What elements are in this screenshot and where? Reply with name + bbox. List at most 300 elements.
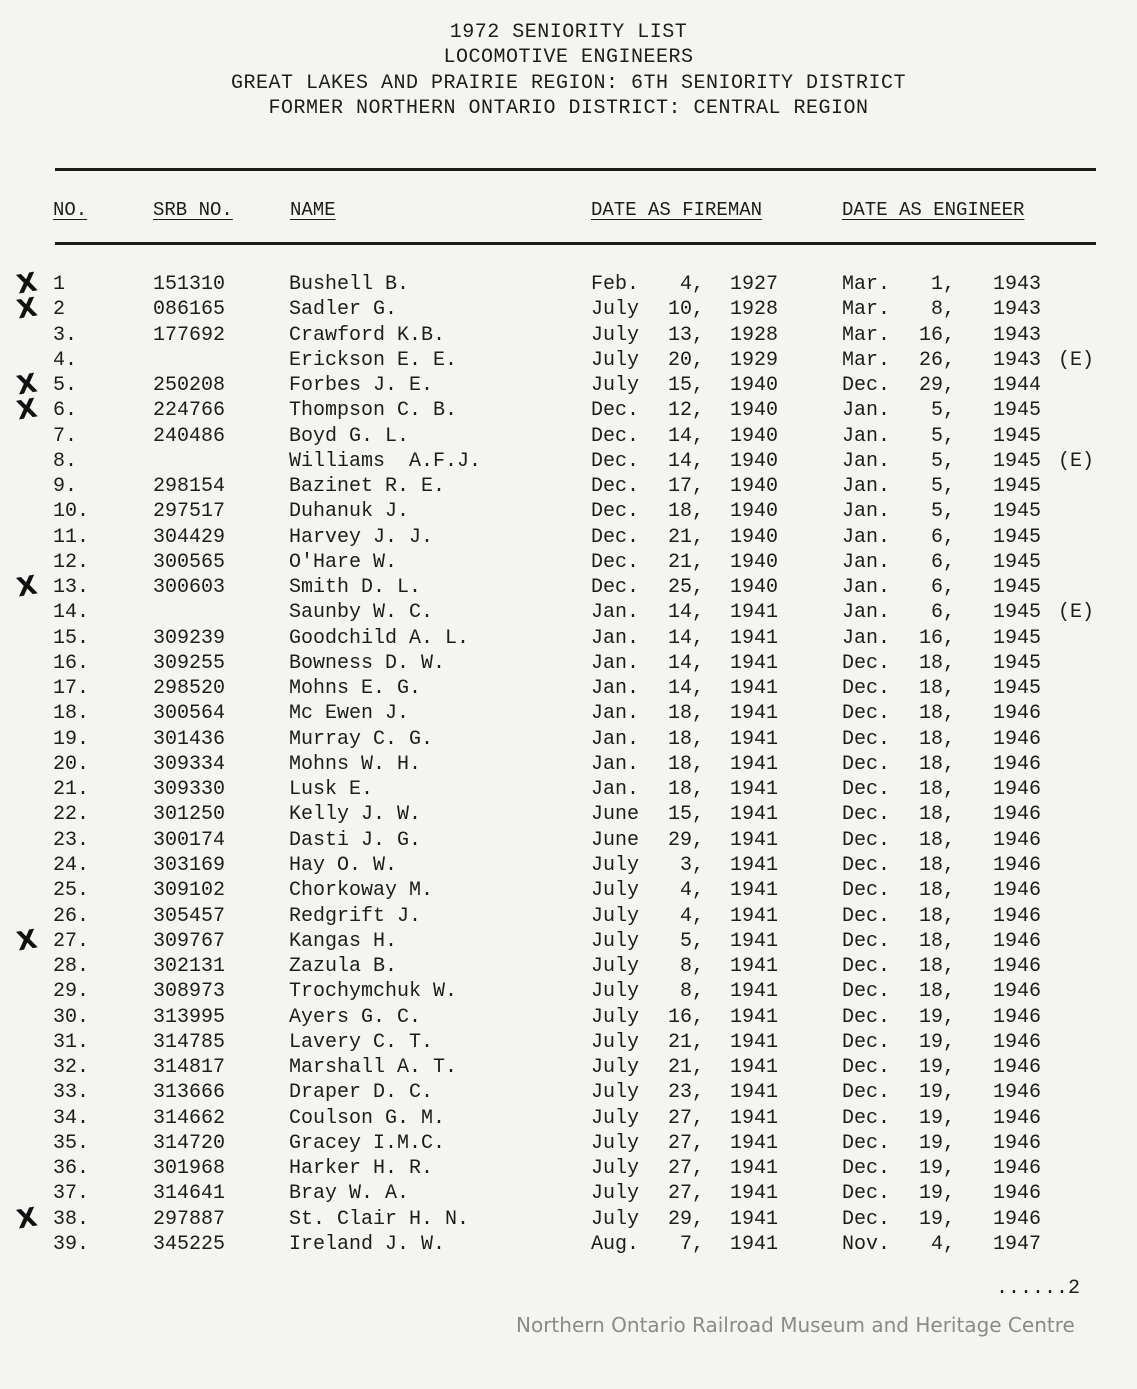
engineer-year: 1945 xyxy=(993,576,1042,600)
fireman-month: Jan. xyxy=(591,702,640,726)
fireman-year: 1941 xyxy=(730,980,779,1004)
fireman-year: 1941 xyxy=(730,601,779,625)
employee-name: Gracey I.M.C. xyxy=(289,1131,446,1155)
srb-number: 250208 xyxy=(153,374,226,398)
fireman-year: 1941 xyxy=(730,803,779,827)
fireman-day: 29, xyxy=(668,828,705,852)
fireman-month: July xyxy=(591,879,640,903)
row-number: 7. xyxy=(53,424,78,448)
row-number: 9. xyxy=(53,475,78,499)
engineer-day: 6, xyxy=(930,601,955,625)
page-continuation: ......2 xyxy=(996,1277,1081,1300)
engineer-month: Dec. xyxy=(842,853,891,877)
fireman-month: July xyxy=(591,1131,640,1155)
engineer-month: Dec. xyxy=(842,879,891,903)
engineer-year: 1946 xyxy=(993,1030,1042,1054)
engineer-day: 6, xyxy=(930,576,955,600)
srb-number: 301250 xyxy=(153,803,226,827)
handwritten-x-mark: X xyxy=(14,267,40,301)
fireman-month: Dec. xyxy=(591,550,640,574)
fireman-day: 18, xyxy=(668,778,705,802)
employee-name: Forbes J. E. xyxy=(289,374,434,398)
engineer-month: Dec. xyxy=(842,651,891,675)
fireman-year: 1941 xyxy=(730,1232,779,1256)
row-number: 1 xyxy=(53,273,66,296)
fireman-day: 27, xyxy=(668,1157,705,1181)
employee-name: Coulson G. M. xyxy=(289,1106,446,1130)
fireman-month: Dec. xyxy=(591,475,640,499)
employee-name: Mohns E. G. xyxy=(289,677,422,701)
fireman-day: 17, xyxy=(668,475,705,499)
employee-name: Smith D. L. xyxy=(289,576,422,600)
fireman-year: 1929 xyxy=(730,348,779,372)
fireman-day: 18, xyxy=(668,752,705,776)
title-line-2: LOCOMOTIVE ENGINEERS xyxy=(443,46,694,69)
fireman-month: July xyxy=(591,1157,640,1181)
employee-name: Erickson E. E. xyxy=(289,348,458,372)
srb-number: 301968 xyxy=(153,1157,226,1181)
engineer-year: 1946 xyxy=(993,955,1042,979)
employee-name: Duhanuk J. xyxy=(289,500,410,524)
srb-number: 300174 xyxy=(153,828,226,852)
fireman-day: 13, xyxy=(668,323,705,347)
engineer-year: 1945 xyxy=(993,424,1042,448)
srb-number: 309239 xyxy=(153,626,226,650)
employee-name: Draper D. C. xyxy=(289,1081,434,1105)
fireman-month: Jan. xyxy=(591,778,640,802)
table-row xyxy=(0,727,1137,752)
engineer-month: Jan. xyxy=(842,601,891,625)
engineer-year: 1946 xyxy=(993,1157,1042,1181)
table-row xyxy=(0,1106,1137,1131)
fireman-day: 15, xyxy=(668,374,705,398)
srb-number: 314817 xyxy=(153,1056,226,1080)
engineer-day: 19, xyxy=(918,1182,955,1206)
table-row xyxy=(0,1080,1137,1105)
fireman-month: Dec. xyxy=(591,500,640,524)
srb-number: 177692 xyxy=(153,323,226,347)
srb-number: 314785 xyxy=(153,1030,226,1054)
fireman-month: Feb. xyxy=(591,273,640,296)
handwritten-x-mark: X xyxy=(14,1202,40,1236)
srb-number: 303169 xyxy=(153,853,226,877)
row-number: 38. xyxy=(53,1207,90,1231)
engineer-day: 18, xyxy=(918,904,955,928)
engineer-year: 1946 xyxy=(993,803,1042,827)
row-number: 35. xyxy=(53,1131,90,1155)
fireman-year: 1941 xyxy=(730,1182,779,1206)
fireman-month: Aug. xyxy=(591,1232,640,1256)
fireman-month: Dec. xyxy=(591,525,640,549)
row-number: 24. xyxy=(53,853,90,877)
engineer-year: 1943 xyxy=(993,273,1042,296)
fireman-day: 21, xyxy=(668,550,705,574)
employee-name: Bazinet R. E. xyxy=(289,475,446,499)
fireman-year: 1941 xyxy=(730,879,779,903)
engineer-month: Dec. xyxy=(842,1030,891,1054)
engineer-day: 6, xyxy=(930,550,955,574)
employee-name: Williams A.F.J. xyxy=(289,449,482,473)
fireman-year: 1940 xyxy=(730,550,779,574)
srb-number: 300565 xyxy=(153,550,226,574)
engineer-note: (E) xyxy=(1058,449,1095,473)
engineer-year: 1946 xyxy=(993,929,1042,953)
employee-name: Harvey J. J. xyxy=(289,525,434,549)
fireman-day: 12, xyxy=(668,399,705,423)
engineer-month: Dec. xyxy=(842,1005,891,1029)
engineer-year: 1946 xyxy=(993,1106,1042,1130)
employee-name: Ireland J. W. xyxy=(289,1232,446,1256)
srb-number: 302131 xyxy=(153,955,226,979)
fireman-month: Jan. xyxy=(591,626,640,650)
fireman-month: July xyxy=(591,1030,640,1054)
table-row xyxy=(0,626,1137,651)
engineer-year: 1945 xyxy=(993,626,1042,650)
table-row xyxy=(0,1232,1137,1257)
engineer-day: 19, xyxy=(918,1081,955,1105)
fireman-day: 14, xyxy=(668,651,705,675)
employee-name: Bray W. A. xyxy=(289,1182,410,1206)
row-number: 33. xyxy=(53,1081,90,1105)
srb-number: 309767 xyxy=(153,929,226,953)
engineer-day: 19, xyxy=(918,1106,955,1130)
row-number: 27. xyxy=(53,929,90,953)
engineer-month: Jan. xyxy=(842,550,891,574)
employee-name: Kelly J. W. xyxy=(289,803,422,827)
table-row xyxy=(0,676,1137,701)
fireman-day: 23, xyxy=(668,1081,705,1105)
engineer-year: 1945 xyxy=(993,399,1042,423)
engineer-month: Dec. xyxy=(842,374,891,398)
engineer-year: 1946 xyxy=(993,853,1042,877)
fireman-year: 1928 xyxy=(730,323,779,347)
row-number: 12. xyxy=(53,550,90,574)
engineer-month: Dec. xyxy=(842,1081,891,1105)
table-row xyxy=(0,323,1137,348)
fireman-year: 1940 xyxy=(730,576,779,600)
row-number: 30. xyxy=(53,1005,90,1029)
engineer-year: 1945 xyxy=(993,601,1042,625)
engineer-month: Dec. xyxy=(842,778,891,802)
fireman-day: 4, xyxy=(679,273,704,296)
engineer-year: 1943 xyxy=(993,348,1042,372)
fireman-day: 15, xyxy=(668,803,705,827)
fireman-month: July xyxy=(591,853,640,877)
fireman-year: 1941 xyxy=(730,727,779,751)
employee-name: Harker H. R. xyxy=(289,1157,434,1181)
employee-name: Dasti J. G. xyxy=(289,828,422,852)
employee-name: Chorkoway M. xyxy=(289,879,434,903)
engineer-day: 5, xyxy=(930,424,955,448)
employee-name: Bowness D. W. xyxy=(289,651,446,675)
fireman-month: July xyxy=(591,1005,640,1029)
table-row xyxy=(0,393,1137,427)
engineer-month: Dec. xyxy=(842,828,891,852)
engineer-month: Jan. xyxy=(842,525,891,549)
col-header-engineer: DATE AS ENGINEER xyxy=(842,199,1025,221)
row-number: 19. xyxy=(53,727,90,751)
srb-number: 314641 xyxy=(153,1182,226,1206)
employee-name: Goodchild A. L. xyxy=(289,626,470,650)
fireman-day: 18, xyxy=(668,702,705,726)
fireman-year: 1941 xyxy=(730,1106,779,1130)
fireman-year: 1941 xyxy=(730,702,779,726)
row-number: 39. xyxy=(53,1232,90,1256)
employee-name: Murray C. G. xyxy=(289,727,434,751)
fireman-month: July xyxy=(591,1081,640,1105)
srb-number: 305457 xyxy=(153,904,226,928)
engineer-month: Jan. xyxy=(842,626,891,650)
srb-number: 314662 xyxy=(153,1106,226,1130)
fireman-month: Dec. xyxy=(591,399,640,423)
fireman-year: 1941 xyxy=(730,1131,779,1155)
title-line-3: GREAT LAKES AND PRAIRIE REGION: 6TH SENIORITY DISTRICT xyxy=(230,72,907,95)
engineer-year: 1945 xyxy=(993,500,1042,524)
fireman-month: July xyxy=(591,1207,640,1231)
engineer-day: 19, xyxy=(918,1207,955,1231)
table-row xyxy=(0,550,1137,575)
fireman-day: 27, xyxy=(668,1182,705,1206)
engineer-day: 19, xyxy=(918,1131,955,1155)
fireman-month: July xyxy=(591,1106,640,1130)
fireman-day: 27, xyxy=(668,1131,705,1155)
table-row xyxy=(0,1156,1137,1181)
engineer-month: Dec. xyxy=(842,1056,891,1080)
fireman-year: 1941 xyxy=(730,1081,779,1105)
row-number: 4. xyxy=(53,348,78,372)
table-row xyxy=(0,348,1137,373)
engineer-month: Dec. xyxy=(842,702,891,726)
handwritten-x-mark: X xyxy=(14,292,40,326)
fireman-day: 4, xyxy=(679,904,704,928)
table-row xyxy=(0,924,1137,958)
fireman-day: 8, xyxy=(679,955,704,979)
employee-name: Lusk E. xyxy=(289,778,374,802)
employee-name: Crawford K.B. xyxy=(289,323,446,347)
engineer-day: 5, xyxy=(930,500,955,524)
engineer-year: 1946 xyxy=(993,1056,1042,1080)
engineer-day: 1, xyxy=(930,273,955,296)
srb-number: 309102 xyxy=(153,879,226,903)
engineer-day: 18, xyxy=(918,702,955,726)
engineer-day: 18, xyxy=(918,727,955,751)
engineer-year: 1946 xyxy=(993,879,1042,903)
employee-name: Thompson C. B. xyxy=(289,399,458,423)
handwritten-x-mark: X xyxy=(14,393,40,427)
employee-name: Hay O. W. xyxy=(289,853,398,877)
col-header-name: NAME xyxy=(290,199,336,221)
engineer-month: Dec. xyxy=(842,1207,891,1231)
table-row xyxy=(0,828,1137,853)
engineer-year: 1945 xyxy=(993,475,1042,499)
engineer-day: 18, xyxy=(918,778,955,802)
engineer-month: Mar. xyxy=(842,323,891,347)
row-number: 28. xyxy=(53,955,90,979)
table-row xyxy=(0,954,1137,979)
fireman-month: July xyxy=(591,955,640,979)
srb-number: 240486 xyxy=(153,424,226,448)
table-row xyxy=(0,1030,1137,1055)
srb-number: 309255 xyxy=(153,651,226,675)
engineer-day: 16, xyxy=(918,626,955,650)
engineer-month: Mar. xyxy=(842,348,891,372)
table-row xyxy=(0,701,1137,726)
handwritten-x-mark: X xyxy=(14,570,40,604)
fireman-month: Dec. xyxy=(591,449,640,473)
table-row xyxy=(0,474,1137,499)
fireman-day: 14, xyxy=(668,601,705,625)
fireman-year: 1941 xyxy=(730,626,779,650)
employee-name: Redgrift J. xyxy=(289,904,422,928)
fireman-month: July xyxy=(591,374,640,398)
srb-number: 298154 xyxy=(153,475,226,499)
engineer-year: 1946 xyxy=(993,904,1042,928)
table-row xyxy=(0,1131,1137,1156)
row-number: 31. xyxy=(53,1030,90,1054)
table-row xyxy=(0,292,1137,326)
fireman-month: Jan. xyxy=(591,601,640,625)
row-number: 20. xyxy=(53,752,90,776)
table-row xyxy=(0,979,1137,1004)
fireman-day: 20, xyxy=(668,348,705,372)
fireman-month: Jan. xyxy=(591,727,640,751)
engineer-year: 1946 xyxy=(993,727,1042,751)
engineer-day: 18, xyxy=(918,828,955,852)
row-number: 34. xyxy=(53,1106,90,1130)
fireman-day: 8, xyxy=(679,980,704,1004)
table-row xyxy=(0,651,1137,676)
engineer-day: 18, xyxy=(918,651,955,675)
footer-credit: Northern Ontario Railroad Museum and Heritage Centre xyxy=(516,1313,1075,1337)
engineer-month: Jan. xyxy=(842,500,891,524)
fireman-year: 1941 xyxy=(730,853,779,877)
fireman-month: July xyxy=(591,980,640,1004)
fireman-month: June xyxy=(591,803,640,827)
engineer-day: 6, xyxy=(930,525,955,549)
engineer-day: 18, xyxy=(918,752,955,776)
fireman-year: 1940 xyxy=(730,399,779,423)
row-number: 13. xyxy=(53,576,90,600)
fireman-day: 10, xyxy=(668,298,705,322)
engineer-year: 1944 xyxy=(993,374,1042,398)
row-number: 37. xyxy=(53,1182,90,1206)
col-header-srb: SRB NO. xyxy=(153,199,233,221)
srb-number: 308973 xyxy=(153,980,226,1004)
fireman-month: Dec. xyxy=(591,424,640,448)
fireman-day: 14, xyxy=(668,677,705,701)
engineer-month: Jan. xyxy=(842,475,891,499)
row-number: 25. xyxy=(53,879,90,903)
engineer-day: 18, xyxy=(918,929,955,953)
srb-number: 300603 xyxy=(153,576,226,600)
engineer-year: 1946 xyxy=(993,1081,1042,1105)
row-number: 16. xyxy=(53,651,90,675)
fireman-month: July xyxy=(591,904,640,928)
fireman-year: 1941 xyxy=(730,651,779,675)
row-number: 23. xyxy=(53,828,90,852)
fireman-year: 1941 xyxy=(730,752,779,776)
engineer-day: 19, xyxy=(918,1157,955,1181)
engineer-day: 18, xyxy=(918,677,955,701)
fireman-year: 1941 xyxy=(730,778,779,802)
fireman-year: 1941 xyxy=(730,904,779,928)
fireman-day: 16, xyxy=(668,1005,705,1029)
fireman-day: 7, xyxy=(679,1232,704,1256)
row-number: 17. xyxy=(53,677,90,701)
fireman-day: 14, xyxy=(668,626,705,650)
engineer-month: Mar. xyxy=(842,273,891,296)
title-line-1: 1972 SENIORITY LIST xyxy=(449,21,688,44)
engineer-month: Dec. xyxy=(842,803,891,827)
fireman-month: July xyxy=(591,348,640,372)
employee-name: Boyd G. L. xyxy=(289,424,410,448)
row-number: 11. xyxy=(53,525,90,549)
row-number: 22. xyxy=(53,803,90,827)
table-row xyxy=(0,777,1137,802)
employee-name: Trochymchuk W. xyxy=(289,980,458,1004)
engineer-month: Jan. xyxy=(842,576,891,600)
row-number: 15. xyxy=(53,626,90,650)
fireman-day: 29, xyxy=(668,1207,705,1231)
fireman-year: 1941 xyxy=(730,1056,779,1080)
engineer-month: Dec. xyxy=(842,1182,891,1206)
engineer-year: 1946 xyxy=(993,1131,1042,1155)
table-row xyxy=(0,752,1137,777)
engineer-day: 4, xyxy=(930,1232,955,1256)
engineer-year: 1946 xyxy=(993,980,1042,1004)
fireman-year: 1941 xyxy=(730,677,779,701)
handwritten-x-mark: X xyxy=(14,924,40,958)
fireman-year: 1941 xyxy=(730,955,779,979)
engineer-year: 1945 xyxy=(993,677,1042,701)
engineer-day: 29, xyxy=(918,374,955,398)
engineer-year: 1943 xyxy=(993,298,1042,322)
fireman-year: 1940 xyxy=(730,500,779,524)
fireman-month: July xyxy=(591,1056,640,1080)
employee-name: Mc Ewen J. xyxy=(289,702,410,726)
engineer-day: 5, xyxy=(930,475,955,499)
engineer-day: 18, xyxy=(918,803,955,827)
engineer-year: 1946 xyxy=(993,752,1042,776)
engineer-month: Nov. xyxy=(842,1232,891,1256)
engineer-month: Dec. xyxy=(842,1106,891,1130)
table-row xyxy=(0,525,1137,550)
engineer-day: 5, xyxy=(930,449,955,473)
employee-name: Marshall A. T. xyxy=(289,1056,458,1080)
fireman-year: 1940 xyxy=(730,449,779,473)
fireman-month: July xyxy=(591,1182,640,1206)
engineer-day: 19, xyxy=(918,1030,955,1054)
table-row xyxy=(0,449,1137,474)
srb-number: 314720 xyxy=(153,1131,226,1155)
engineer-month: Dec. xyxy=(842,1157,891,1181)
fireman-month: July xyxy=(591,323,640,347)
fireman-month: July xyxy=(591,929,640,953)
engineer-year: 1945 xyxy=(993,651,1042,675)
engineer-day: 18, xyxy=(918,853,955,877)
table-row xyxy=(0,853,1137,878)
fireman-day: 21, xyxy=(668,525,705,549)
row-number: 3. xyxy=(53,323,78,347)
engineer-month: Dec. xyxy=(842,677,891,701)
table-row xyxy=(0,1202,1137,1236)
row-number: 14. xyxy=(53,601,90,625)
fireman-day: 4, xyxy=(679,879,704,903)
fireman-year: 1940 xyxy=(730,374,779,398)
table-row xyxy=(0,499,1137,524)
row-number: 6. xyxy=(53,399,78,423)
engineer-month: Dec. xyxy=(842,929,891,953)
